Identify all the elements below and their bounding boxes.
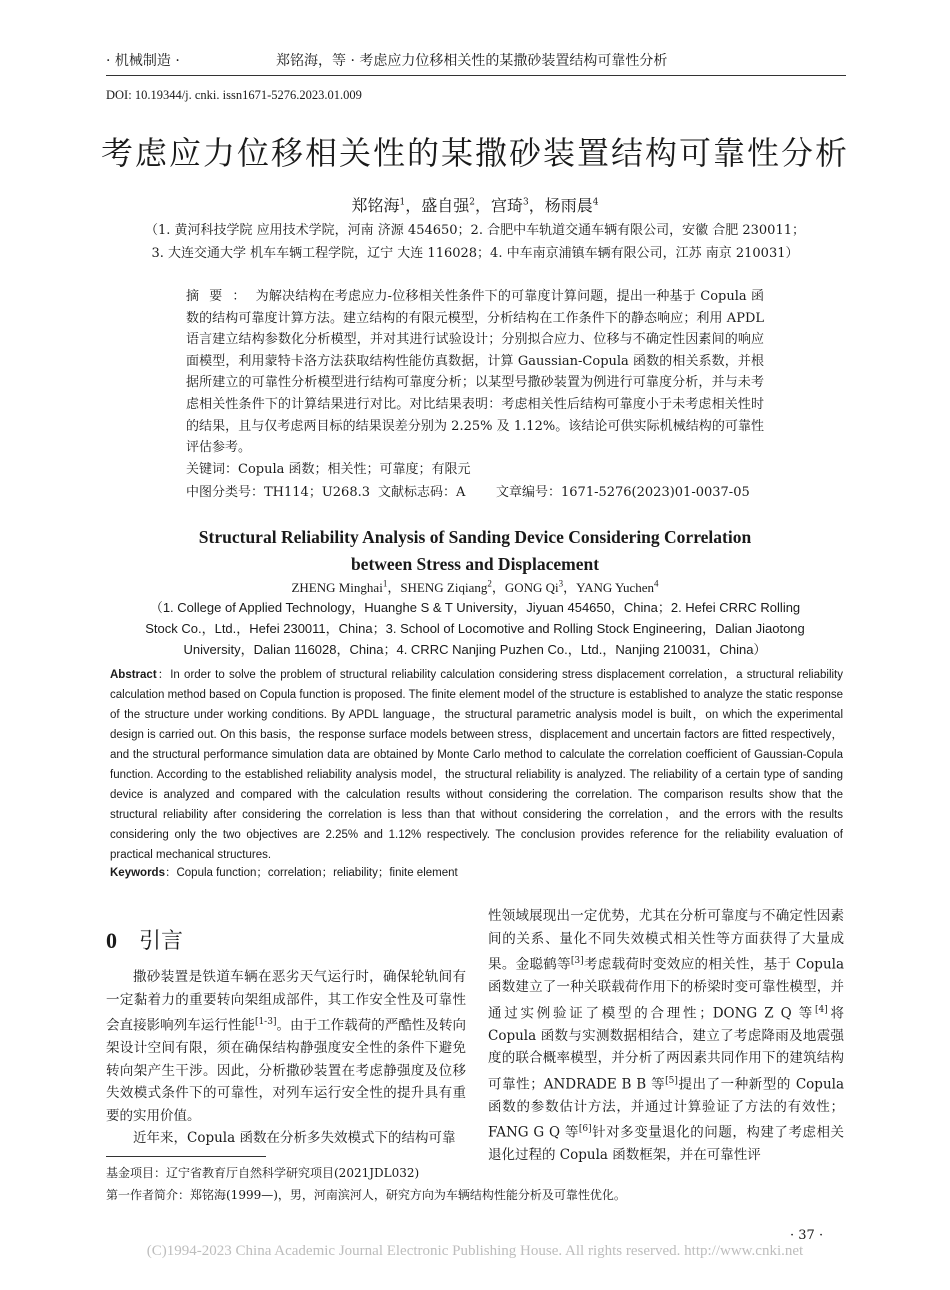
abstract-en-label: Abstract <box>110 669 157 681</box>
abstract-cn-text: 为解决结构在考虑应力-位移相关性条件下的可靠度计算问题，提出一种基于 Copula 函数的结构可靠度计算方法。建立结构的有限元模型，分析结构在工作条件下的静态响应；利用 APDL 语言建立结构参数化分析模型，并对其进行试验设计；分别拟合应力、位移与不确定性因素间的响应面模型，利用蒙特卡洛方法获取结构性能仿真数据，计算 Gaussian-Copula 函数的相关系数，并根据所建立的可靠性分析模型进行结构可靠度分析；以某型号撒砂装置为例进行可靠度分析，并与未考虑相关性条件下的计算结果进行对比。对比结果表明：考虑相关性后结构可靠度小于未考虑相关性时的结果，且与仅考虑两目标的结果误差分别为 2.25% 及 1.12%。该结论可供实际机械结构的可靠性评估参考。 <box>186 289 764 456</box>
authors-cn: 郑铭海$^1$，盛自强$^2$，宫琦$^3$，杨雨晨$^4$ <box>351 196 599 215</box>
affiliations-cn: （1. 黄河科技学院 应用技术学院，河南 济源 454650；2. 合肥中车轨道交通车辆有限公司，安徽 合肥 230011； 3. 大连交通大学 机车车辆工程学院，辽宁 大连 116028；4. 中车南京浦镇车辆有限公司，江苏 南京 210031） <box>145 223 805 261</box>
journal-section: · 机械制造 · <box>106 53 180 69</box>
paragraph: 性领域展现出一定优势，尤其在分析可靠度与不确定性因素间的关系、量化不同失效模式相关性等方面获得了大量成果。金聪鹤等[3]考虑载荷时变效应的相关性，基于 Copula 函数建立了一种关联载荷作用下的桥梁时变可靠性模型，并通过实例验证了模型的合理性；DONG Z Q 等[4]将 Copula 函数与实测数据相结合，建立了考虑降雨及地震强度的联合概率模型，并分析了两因素共同作用下的建筑结构可靠性；ANDRADE B B 等[5]提出了一种新型的 Copula 函数的参数估计方法，并通过计算验证了方法的有效性；FANG G Q 等[6]针对多变量退化的问题，构建了考虑相关退化过程的 Copula 函数框架，并在可靠性评 <box>488 908 845 1163</box>
abstract-cn-label: 摘要： <box>186 289 256 304</box>
running-header <box>106 50 846 72</box>
keywords-cn: 关键词：Copula 函数；相关性；可靠度；有限元 <box>186 462 471 477</box>
title-cn: 考虑应力位移相关性的某撒砂装置结构可靠性分析 <box>100 134 849 172</box>
section-number: 0 <box>106 928 117 953</box>
abstract-en-text: ：In order to solve the problem of structural reliability calculation considering stress displacement correlation，a structural reliability calculation method based on Copula function is proposed. The finite element model of the structure is established to analyze the static response of the structure under working conditions. By APDL language，the structural parametric analysis model is built，on which the experimental design is carried out. On this basis，the response surface models between stress，displacement and uncertain factors are fitted respectively，and the structural performance simulation data are obtained by Monte Carlo method to calculate the correlation coefficient of Gaussian-Copula function. According to the established reliability analysis model，the structural reliability is analyzed. The reliability of a certain type of sanding device is analyzed and compared with the calculation results without considering the correlation. The comparison results show that the structural reliability after considering the correlation is less than that without considering the correlation，and the errors with the results considering only the two objectives are 2.25% and 1.12% respectively. The conclusion provides reference for the reliability evaluation of practical mechanical structures. <box>110 669 843 861</box>
footnote-fund: 基金项目：辽宁省教育厅自然科学研究项目(2021JDL032) <box>106 1166 420 1180</box>
footnote-rule <box>106 1156 266 1157</box>
keywords-en: Keywords：Copula function；correlation；reliability；finite element <box>110 867 458 879</box>
header-rule <box>106 75 846 76</box>
footnote-author: 第一作者简介：郑铭海(1999—)，男，河南滨河人，研究方向为车辆结构性能分析及可靠性优化。 <box>106 1188 626 1202</box>
doi: DOI: 10.19344/j. cnki. issn1671-5276.2023.01.009 <box>106 88 362 102</box>
body-column-left <box>106 966 466 1150</box>
abstract-en <box>110 665 843 865</box>
copyright-footer: (C)1994-2023 China Academic Journal Electronic Publishing House. All rights reserved. http://www.cnki.net <box>146 1243 804 1259</box>
abstract-cn <box>186 286 764 459</box>
classification-cn: 中图分类号：TH114；U268.3 文献标志码：A 文章编号：1671-5276(2023)01-0037-05 <box>186 485 750 500</box>
page-number: · 37 · <box>790 1228 824 1243</box>
section-title: 引言 <box>139 929 184 954</box>
authors-en: ZHENG Minghai$^1$，SHENG Ziqiang$^2$，GONG Qi$^3$，YANG Yuchen$^4$ <box>291 578 659 595</box>
paragraph: 近年来，Copula 函数在分析多失效模式下的结构可靠 <box>133 1130 456 1146</box>
body-column-right <box>488 905 844 1167</box>
section-heading <box>106 924 183 955</box>
running-title: 郑铭海，等 · 考虑应力位移相关性的某撒砂装置结构可靠性分析 <box>276 53 668 69</box>
title-en: Structural Reliability Analysis of Sanding Device Considering Correlation between Stress and Displacement <box>198 527 752 574</box>
paragraph: 撒砂装置是铁道车辆在恶劣天气运行时，确保轮轨间有一定黏着力的重要转向架组成部件，其工作安全性及可靠性会直接影响列车运行性能[1-3]。由于工作载荷的严酷性及转向架设计空间有限，须在确保结构静强度安全性的条件下避免转向架产生干涉。因此，分析撒砂装置在考虑静强度及位移失效模式条件下的可靠性，对列车运行安全性的提升具有重要的实用价值。 <box>106 969 467 1124</box>
affiliations-en: （1. College of Applied Technology，Huanghe S & T University，Jiyuan 454650，China；2. Hefei CRRC Rolling Stock Co.，Ltd.，Hefei 230011，China；3. School of Locomotive and Rolling Stock Engineering，Dalian Jiaotong University，Dalian 116028，China；4. CRRC Nanjing Puzhen Co.，Ltd.，Nanjing 210031，China） <box>145 600 805 657</box>
